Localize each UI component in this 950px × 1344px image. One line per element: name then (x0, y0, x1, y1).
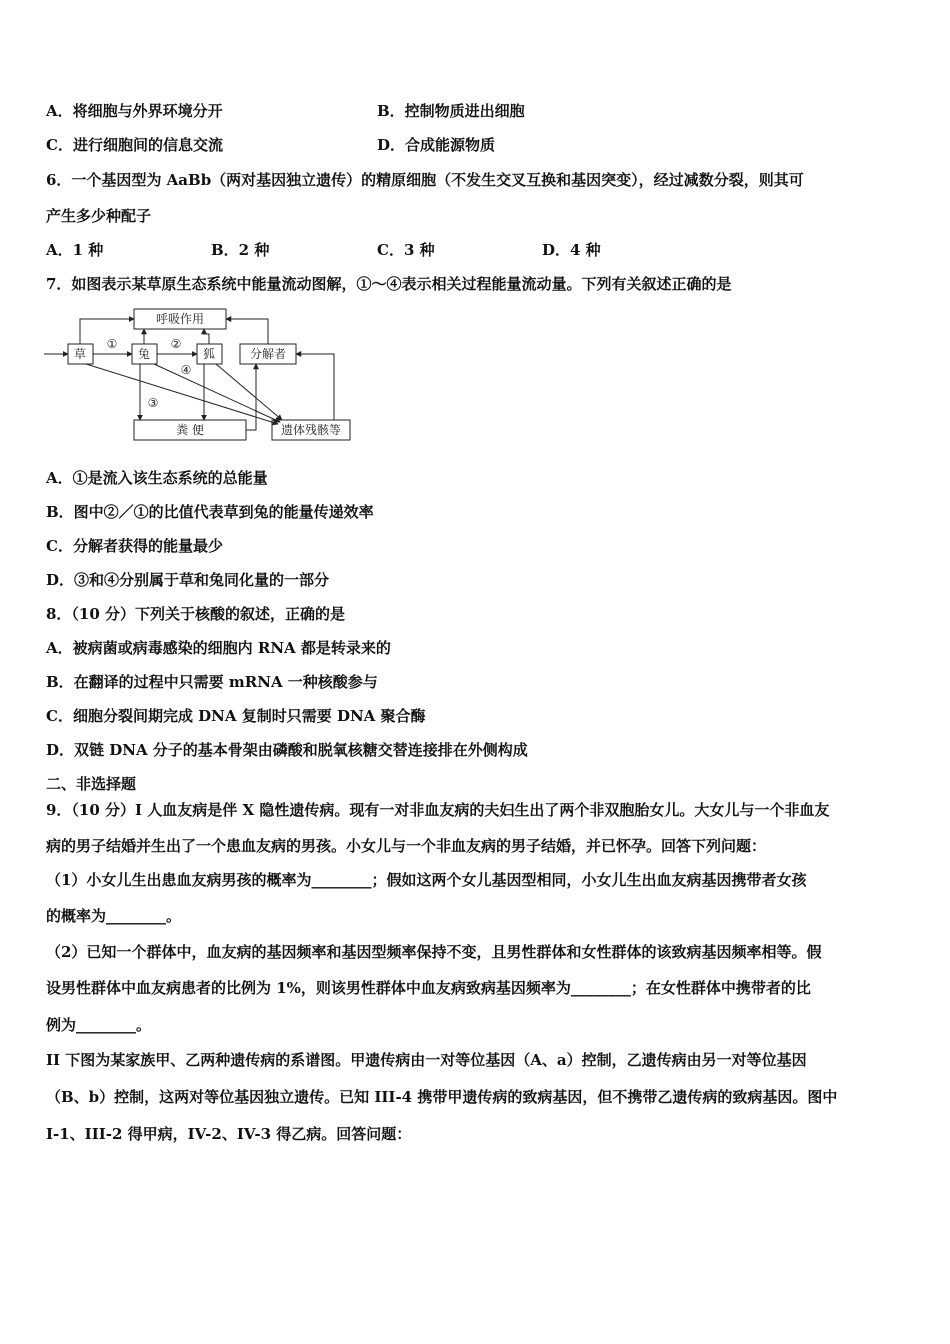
arrow-fox-remains (216, 364, 282, 420)
q8-option-d: D．双链 DNA 分子的基本骨架由磷酸和脱氧核糖交替连接排在外侧构成 (46, 741, 528, 759)
q9-line-9: （B、b）控制，这两对等位基因独立遗传。已知 III-4 携带甲遗传病的致病基因，但不携带乙遗传病的致病基因。图中 (46, 1088, 838, 1106)
marker-1: ① (106, 337, 118, 351)
arrow-remains-decomposer (296, 354, 334, 420)
q8-option-a: A．被病菌或病毒感染的细胞内 RNA 都是转录来的 (46, 639, 391, 657)
arrow-decomposer-respiration (226, 319, 268, 344)
q5-option-d: D．合成能源物质 (377, 136, 496, 154)
q6-option-a: A．1 种 (46, 241, 104, 259)
q9-line-8: II 下图为某家族甲、乙两种遗传病的系谱图。甲遗传病由一对等位基因（A、a）控制，乙遗传病由另一对等位基因 (46, 1051, 807, 1069)
q6-stem-line1: 6．一个基因型为 AaBb（两对基因独立遗传）的精原细胞（不发生交叉互换和基因突变），经过减数分裂，则其可 (46, 171, 804, 189)
q6-option-b: B．2 种 (211, 241, 270, 259)
decomposer-label: 分解者 (249, 347, 287, 361)
q7-option-d: D．③和④分别属于草和兔同化量的一部分 (46, 571, 330, 589)
q8-option-b: B．在翻译的过程中只需要 mRNA 一种核酸参与 (46, 673, 378, 691)
q5-option-c: C．进行细胞间的信息交流 (46, 136, 223, 154)
q9-line-7: 例为________。 (46, 1016, 152, 1034)
q6-option-c: C．3 种 (377, 241, 435, 259)
arrow-rabbit-remains (154, 364, 280, 422)
respiration-label: 呼吸作用 (155, 312, 205, 326)
rabbit-label: 兔 (137, 347, 151, 361)
q7-option-a: A．①是流入该生态系统的总能量 (46, 469, 268, 487)
q7-option-b: B．图中②／①的比值代表草到兔的能量传递效率 (46, 503, 374, 521)
grass-label: 草 (73, 347, 87, 361)
q5-option-a: A．将细胞与外界环境分开 (46, 102, 223, 120)
q9-line-6: 设男性群体中血友病患者的比例为 1%，则该男性群体中血友病致病基因频率为________；在女性群体中携带者的比 (46, 979, 811, 997)
q7-stem: 7．如图表示某草原生态系统中能量流动图解，①～④表示相关过程能量流动量。下列有关叙述正确的是 (46, 275, 732, 293)
q9-line-4: 的概率为________。 (46, 907, 182, 925)
marker-4: ④ (180, 363, 192, 377)
q9-line-3: （1）小女儿生出患血友病男孩的概率为________；假如这两个女儿基因型相同，小女儿生出血友病基因携带者女孩 (46, 871, 807, 889)
arrow-fox-respiration (204, 329, 209, 344)
q6-stem-line2: 产生多少种配子 (46, 207, 152, 225)
feces-label: 粪 便 (176, 423, 204, 437)
section-title: 二、非选择题 (46, 775, 137, 793)
q9-line-5: （2）已知一个群体中，血友病的基因频率和基因型频率保持不变，且男性群体和女性群体的该致病基因频率相等。假 (46, 943, 822, 961)
spacer (296, 354, 350, 430)
fox-label: 狐 (202, 347, 216, 361)
q8-stem: 8．（10 分）下列关于核酸的叙述，正确的是 (46, 605, 346, 623)
q5-option-b: B．控制物质进出细胞 (377, 102, 525, 120)
q9-line-1: 9．（10 分）I 人血友病是伴 X 隐性遗传病。现有一对非血友病的夫妇生出了两个非双胞胎女儿。大女儿与一个非血友 (46, 801, 830, 819)
marker-3: ③ (147, 396, 159, 410)
remains-label: 遗体残骸等 (280, 423, 342, 437)
energy-flow-diagram (44, 304, 354, 446)
q8-option-c: C．细胞分裂间期完成 DNA 复制时只需要 DNA 聚合酶 (46, 707, 426, 725)
q6-option-d: D．4 种 (542, 241, 601, 259)
q9-line-10: I-1、III-2 得甲病，IV-2、IV-3 得乙病。回答问题： (46, 1125, 412, 1143)
marker-2: ② (170, 337, 182, 351)
q9-line-2: 病的男子结婚并生出了一个患血友病的男孩。小女儿与一个非血友病的男子结婚，并已怀孕。回答下列问题： (46, 837, 767, 855)
q7-option-c: C．分解者获得的能量最少 (46, 537, 223, 555)
